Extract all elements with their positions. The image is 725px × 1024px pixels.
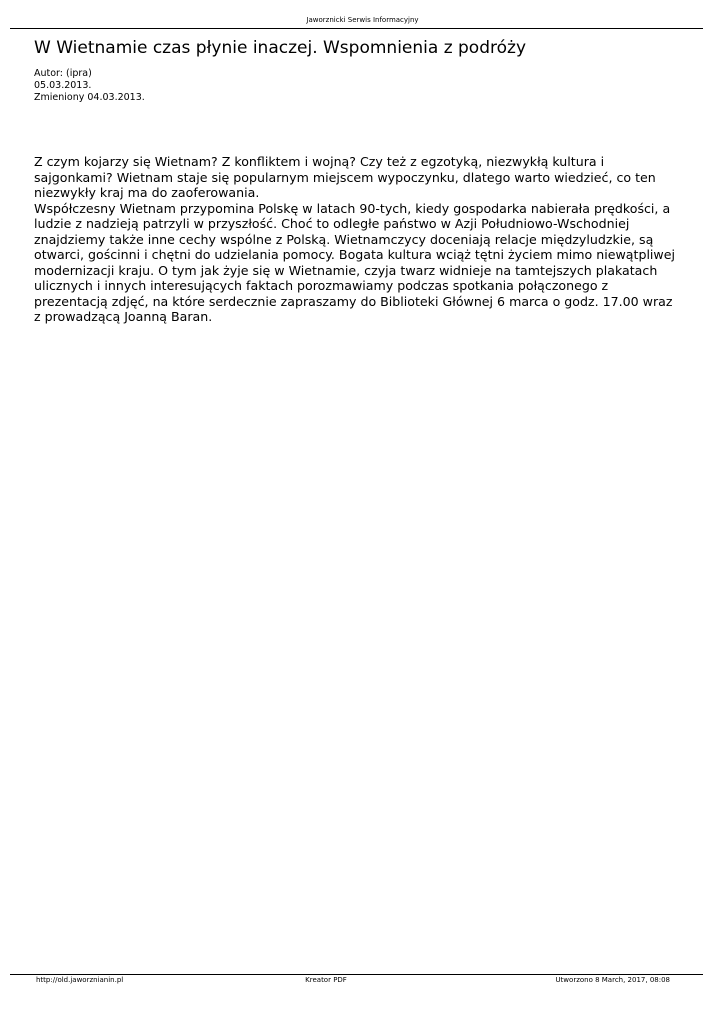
page-footer (36, 976, 670, 986)
footer-url-link[interactable]: http://old.jaworznianin.pl (36, 976, 124, 984)
footer-divider (10, 974, 703, 975)
article-paragraph: Z czym kojarzy się Wietnam? Z konfliktem i wojną? Czy też z egzotyką, niezwykłą kultura i sajgonkami? Wietnam staje się popularnym miejscem wypoczynku, dlatego warto wiedzieć, co ten niezwykły kraj ma do zaoferowania. (34, 154, 656, 200)
author-line: Autor: (ipra) (34, 68, 92, 79)
article-paragraph: Współczesny Wietnam przypomina Polskę w latach 90-tych, kiedy gospodarka nabierała prędkości, a ludzie z nadzieją patrzyli w przyszłość. Choć to odległe państwo w Azji Południowo-Wschodniej znajdziemy także inne cechy wspólne z Polską. Wietnamczycy doceniają relacje międzyludzkie, są otwarci, gościnni i chętni do udzielania pomocy. Bogata kultura wciąż tętni życiem mimo niewątpliwej modernizacji kraju. O tym jak żyje się w Wietnamie, czyja twarz widnieje na tamtejszych plakatach ulicznych i innych interesujących faktach porozmawiamy podczas spotkania połączonego z prezentacją zdjęć, na które serdecznie zapraszamy do Biblioteki Głównej 6 marca o godz. 17.00 wraz z prowadzącą Joanną Baran. (34, 200, 675, 324)
article-title: W Wietnamie czas płynie inaczej. Wspomnienia z podróży (34, 38, 527, 58)
site-name-header: Jaworznicki Serwis Informacyjny (306, 16, 419, 24)
publish-date: 05.03.2013. (34, 80, 92, 91)
article-body (34, 154, 682, 325)
header-divider (10, 28, 703, 29)
article-meta (34, 68, 145, 104)
modified-date: Zmieniony 04.03.2013. (34, 92, 145, 103)
footer-created-date: Utworzono 8 March, 2017, 08:08 (555, 976, 670, 984)
footer-generator: Kreator PDF (305, 976, 347, 984)
